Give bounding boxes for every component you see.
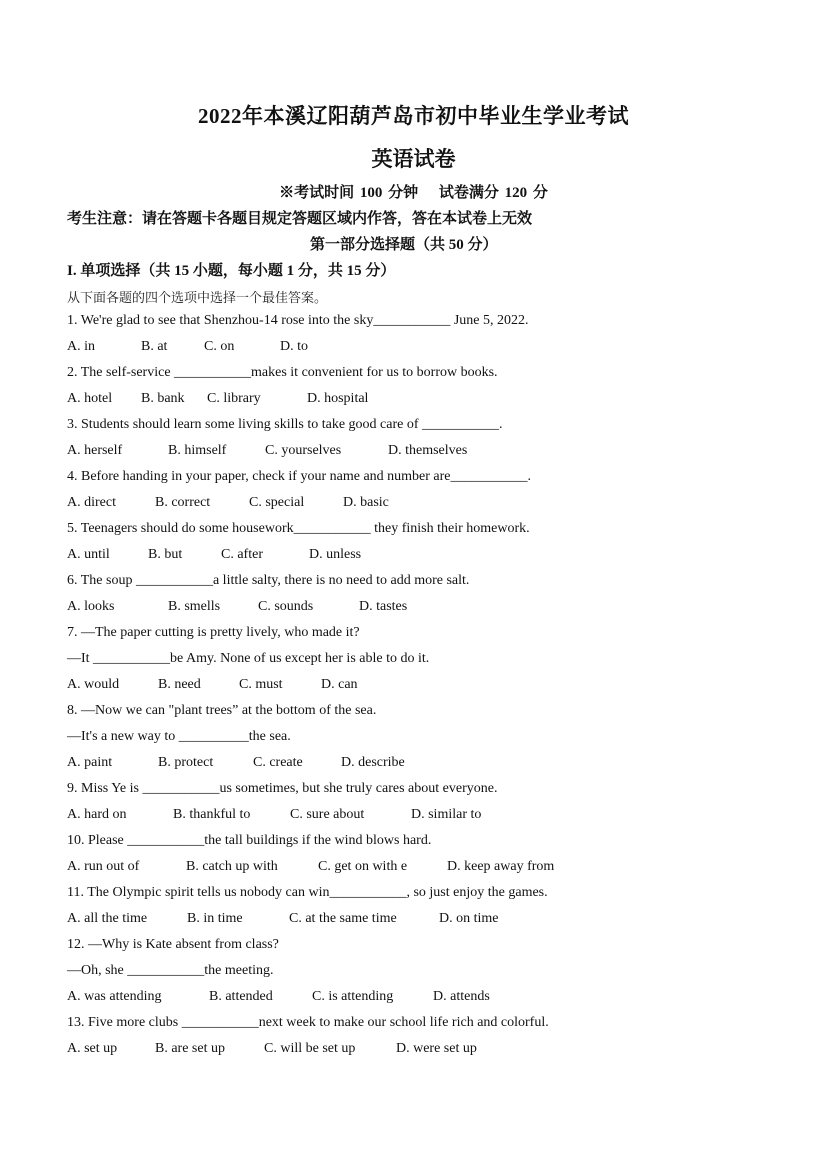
answer-option: B. attended	[209, 989, 273, 1004]
options-row	[67, 494, 767, 520]
answer-option: C. at the same time	[289, 911, 397, 926]
answer-option: A. was attending	[67, 989, 162, 1004]
answer-option: D. similar to	[411, 807, 482, 822]
answer-option: B. but	[148, 547, 183, 562]
answer-option: A. all the time	[67, 911, 148, 926]
question-text: —It's a new way to __________the sea.	[67, 729, 291, 744]
options-row	[67, 598, 767, 624]
answer-option: A. in	[67, 339, 95, 354]
options-row	[67, 858, 767, 884]
question-text: 8. —Now we can "plant trees” at the bottom of the sea.	[67, 703, 377, 718]
answer-option: A. run out of	[67, 859, 140, 874]
answer-option: C. create	[253, 755, 303, 770]
section-directions: 从下面各题的四个选项中选择一个最佳答案。	[67, 290, 328, 305]
answer-option: D. to	[280, 339, 308, 354]
answer-option: D. tastes	[359, 599, 408, 614]
answer-option: D. on time	[439, 911, 499, 926]
options-row	[67, 338, 767, 364]
answer-option: D. basic	[343, 495, 389, 510]
answer-option: C. on	[204, 339, 235, 354]
options-row	[67, 806, 767, 832]
answer-option: B. in time	[187, 911, 243, 926]
options-row	[67, 676, 767, 702]
question-text: 5. Teenagers should do some housework___________ they finish their homework.	[67, 521, 530, 536]
answer-option: B. correct	[155, 495, 211, 510]
question-text: 1. We're glad to see that Shenzhou-14 rose into the sky___________ June 5, 2022.	[67, 313, 529, 328]
answer-option: C. yourselves	[265, 443, 342, 458]
question-text: 7. —The paper cutting is pretty lively, who made it?	[67, 625, 360, 640]
page-title: 2022年本溪辽阳葫芦岛市初中毕业生学业考试	[198, 104, 629, 128]
question-text: 10. Please ___________the tall buildings if the wind blows hard.	[67, 833, 432, 848]
answer-option: C. special	[249, 495, 305, 510]
options-row	[67, 546, 767, 572]
answer-option: A. until	[67, 547, 110, 562]
question-text: 9. Miss Ye is ___________us sometimes, but she truly cares about everyone.	[67, 781, 498, 796]
exam-notice: 考生注意：请在答题卡各题目规定答题区域内作答，答在本试卷上无效	[67, 211, 533, 227]
question-text: —It ___________be Amy. None of us except her is able to do it.	[67, 651, 430, 666]
answer-option: C. must	[239, 677, 283, 692]
question-text: 6. The soup ___________a little salty, there is no need to add more salt.	[67, 573, 470, 588]
options-row	[67, 988, 767, 1014]
answer-option: D. unless	[309, 547, 362, 562]
answer-option: C. sure about	[290, 807, 365, 822]
answer-option: B. catch up with	[186, 859, 278, 874]
answer-option: A. set up	[67, 1041, 118, 1056]
answer-option: D. were set up	[396, 1041, 477, 1056]
answer-option: A. hotel	[67, 391, 113, 406]
answer-option: B. need	[158, 677, 201, 692]
answer-option: A. herself	[67, 443, 123, 458]
answer-option: C. library	[207, 391, 261, 406]
question-text: 4. Before handing in your paper, check if your name and number are___________.	[67, 469, 532, 484]
part-heading: 第一部分选择题（共 50 分）	[310, 237, 498, 253]
answer-option: B. smells	[168, 599, 221, 614]
answer-option: A. would	[67, 677, 120, 692]
answer-option: D. can	[321, 677, 358, 692]
options-row	[67, 442, 767, 468]
page-subtitle: 英语试卷	[371, 147, 456, 171]
question-text: 12. —Why is Kate absent from class?	[67, 937, 279, 952]
options-row	[67, 1040, 767, 1066]
answer-option: D. themselves	[388, 443, 468, 458]
question-text: 3. Students should learn some living skills to take good care of ___________.	[67, 417, 503, 432]
answer-option: A. hard on	[67, 807, 127, 822]
answer-option: D. hospital	[307, 391, 369, 406]
answer-option: C. get on with e	[318, 859, 408, 874]
options-row	[67, 754, 767, 780]
question-text: 2. The self-service ___________makes it convenient for us to borrow books.	[67, 365, 498, 380]
question-list	[67, 312, 767, 1066]
answer-option: C. will be set up	[264, 1041, 356, 1056]
options-row	[67, 910, 767, 936]
section-heading: I. 单项选择（共 15 小题，每小题 1 分，共 15 分）	[67, 263, 396, 279]
question-text: 13. Five more clubs ___________next week to make our school life rich and colorful.	[67, 1015, 549, 1030]
answer-option: D. keep away from	[447, 859, 555, 874]
answer-option: A. paint	[67, 755, 113, 770]
answer-option: A. looks	[67, 599, 115, 614]
answer-option: B. himself	[168, 443, 227, 458]
answer-option: B. protect	[158, 755, 214, 770]
exam-meta: ※考试时间 100 分钟 试卷满分 120 分	[279, 185, 548, 201]
answer-option: D. describe	[341, 755, 405, 770]
options-row	[67, 390, 767, 416]
question-text: —Oh, she ___________the meeting.	[67, 963, 274, 978]
answer-option: A. direct	[67, 495, 116, 510]
answer-option: B. bank	[141, 391, 185, 406]
answer-option: B. at	[141, 339, 168, 354]
answer-option: B. are set up	[155, 1041, 225, 1056]
answer-option: C. after	[221, 547, 263, 562]
answer-option: C. is attending	[312, 989, 394, 1004]
question-text: 11. The Olympic spirit tells us nobody can win___________, so just enjoy the games.	[67, 885, 548, 900]
answer-option: B. thankful to	[173, 807, 251, 822]
answer-option: C. sounds	[258, 599, 314, 614]
answer-option: D. attends	[433, 989, 490, 1004]
